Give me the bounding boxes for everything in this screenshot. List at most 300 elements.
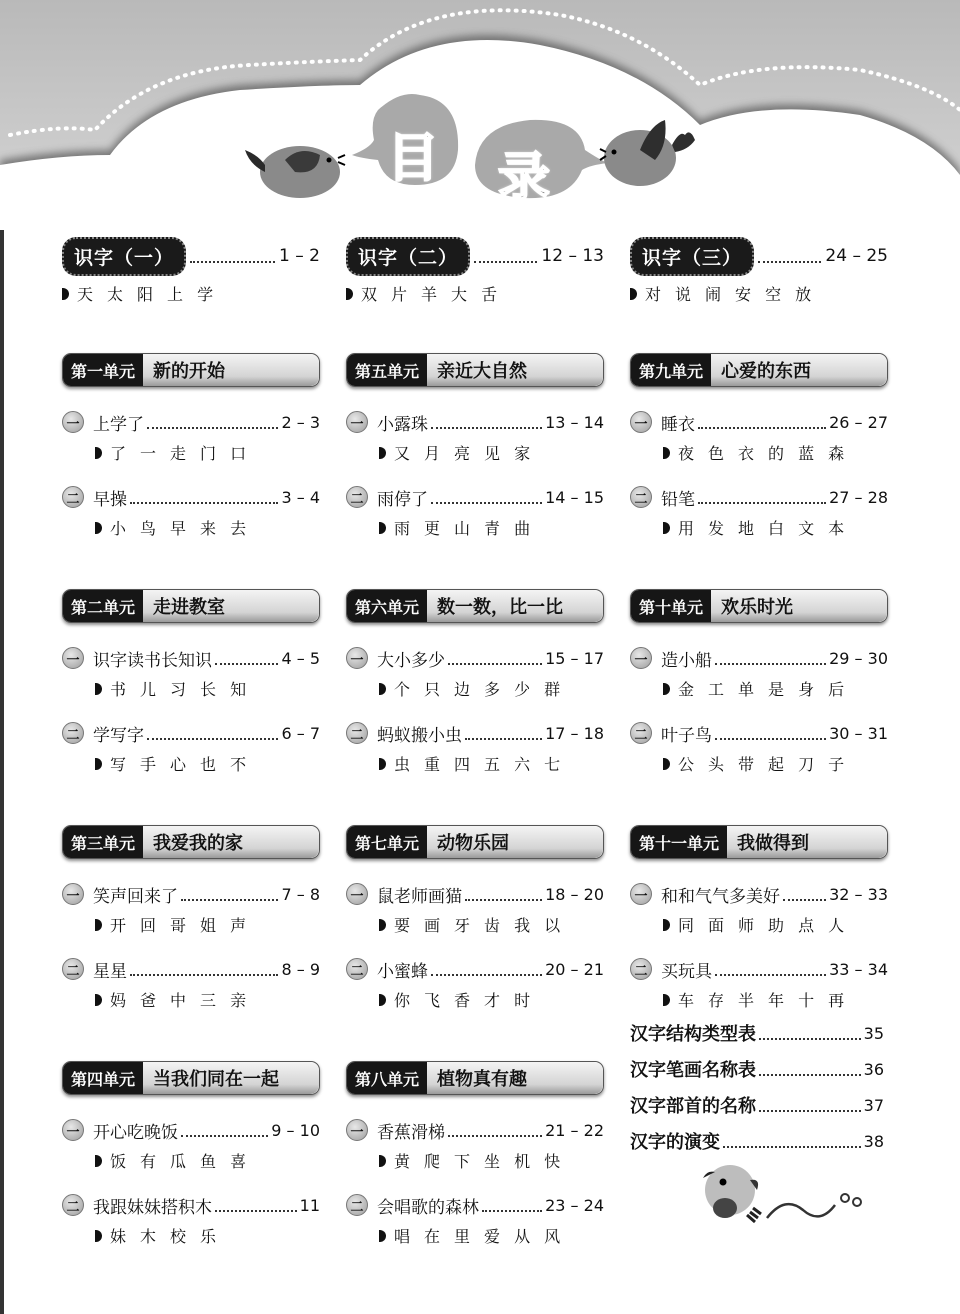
bullet-arrow-icon (663, 919, 670, 931)
lesson-entry[interactable] (630, 645, 888, 700)
lesson-number-badge: 一 (346, 1119, 368, 1141)
unit-banner[interactable] (62, 825, 320, 859)
character: 不 (230, 755, 261, 774)
bullet-arrow-icon (379, 1230, 386, 1242)
unit-title: 数一数，比一比 (427, 590, 603, 622)
character: 只 (424, 680, 455, 699)
character: 青 (484, 519, 515, 538)
character: 家 (514, 444, 545, 463)
character: 三 (200, 991, 231, 1010)
lesson-entry[interactable] (630, 409, 888, 464)
lesson-title: 蚂蚁搬小虫 (377, 725, 462, 746)
lesson-entry[interactable] (346, 409, 604, 464)
unit-banner[interactable] (346, 1061, 604, 1095)
character: 蓝 (798, 444, 829, 463)
new-characters (630, 282, 888, 305)
lesson-title: 早操 (93, 489, 127, 510)
lesson-title: 雨停了 (377, 489, 428, 510)
lesson-number-badge: 二 (346, 486, 368, 508)
page-range: 1 – 2 (279, 246, 320, 266)
bullet-arrow-icon (630, 288, 637, 300)
character: 舌 (481, 285, 512, 304)
character: 学 (197, 285, 228, 304)
lesson-row (62, 1117, 320, 1143)
character: 写 (110, 755, 141, 774)
character: 早 (170, 519, 201, 538)
appendix-title: 汉字部首的名称 (630, 1096, 756, 1117)
character: 以 (544, 916, 575, 935)
character: 风 (544, 1227, 575, 1246)
character: 五 (484, 755, 515, 774)
unit-banner[interactable] (62, 1061, 320, 1095)
leader-dots (698, 415, 826, 429)
lesson-title: 笑声回来了 (93, 886, 178, 907)
lesson-row (346, 645, 604, 671)
character: 人 (828, 916, 859, 935)
unit-number: 第七单元 (347, 826, 427, 858)
lesson-title: 小蜜蜂 (377, 961, 428, 982)
character: 黄 (394, 1152, 425, 1171)
new-characters (346, 1224, 604, 1247)
bullet-arrow-icon (663, 683, 670, 695)
literacy-title: 识字（一） (62, 237, 186, 276)
page-range: 18 – 20 (545, 884, 604, 904)
character: 爸 (140, 991, 171, 1010)
unit-number: 第四单元 (63, 1062, 143, 1094)
character: 说 (675, 285, 706, 304)
character: 亮 (454, 444, 485, 463)
leader-dots (147, 726, 278, 740)
lesson-entry[interactable] (62, 720, 320, 775)
leader-dots (715, 962, 826, 976)
character: 开 (110, 916, 141, 935)
character: 放 (795, 285, 826, 304)
leader-dots (448, 1123, 542, 1137)
character: 也 (200, 755, 231, 774)
page-range: 21 – 22 (545, 1120, 604, 1140)
character: 多 (484, 680, 515, 699)
lesson-entry[interactable] (346, 881, 604, 936)
bullet-arrow-icon (346, 288, 353, 300)
lesson-row (346, 409, 604, 435)
character: 乐 (200, 1227, 231, 1246)
leader-dots (715, 651, 826, 665)
lesson-number-badge: 一 (346, 883, 368, 905)
bullet-arrow-icon (379, 919, 386, 931)
lesson-number-badge: 一 (62, 411, 84, 433)
leader-dots (723, 1134, 861, 1148)
leader-dots (181, 887, 278, 901)
lesson-number-badge: 二 (346, 958, 368, 980)
unit-number: 第三单元 (63, 826, 143, 858)
character: 金 (678, 680, 709, 699)
unit-title: 欢乐时光 (711, 590, 887, 622)
toc-column-2 (346, 238, 604, 1247)
unit-title: 新的开始 (143, 354, 319, 386)
lesson-entry[interactable] (62, 1117, 320, 1172)
character: 从 (514, 1227, 545, 1246)
character: 夜 (678, 444, 709, 463)
new-characters (346, 677, 604, 700)
literacy-title: 识字（三） (630, 237, 754, 276)
bullet-arrow-icon (379, 994, 386, 1006)
leader-dots (215, 1198, 297, 1212)
toc-column-1 (62, 238, 320, 1247)
character: 妹 (110, 1227, 141, 1246)
appendix-item[interactable] (630, 1051, 884, 1087)
page-range: 2 – 3 (281, 412, 320, 432)
lesson-title: 星星 (93, 961, 127, 982)
character: 去 (230, 519, 261, 538)
title-char-lu: 录 (498, 148, 551, 208)
unit-banner[interactable] (346, 353, 604, 387)
lesson-row (630, 720, 888, 746)
literacy-title: 识字（二） (346, 237, 470, 276)
character: 月 (424, 444, 455, 463)
appendix-item[interactable] (630, 1123, 884, 1159)
unit-banner[interactable] (630, 825, 888, 859)
leader-dots (759, 1026, 861, 1040)
character: 里 (454, 1227, 485, 1246)
character: 大 (451, 285, 482, 304)
lesson-number-badge: 一 (630, 883, 652, 905)
character: 我 (514, 916, 545, 935)
leader-dots (482, 1198, 542, 1212)
page-range: 14 – 15 (545, 487, 604, 507)
bullet-arrow-icon (379, 522, 386, 534)
lesson-entry[interactable] (630, 956, 888, 1011)
character: 习 (170, 680, 201, 699)
bullet-arrow-icon (379, 447, 386, 459)
bullet-arrow-icon (95, 994, 102, 1006)
unit-banner[interactable] (62, 589, 320, 623)
lesson-title: 造小船 (661, 650, 712, 671)
leader-dots (465, 887, 542, 901)
character: 才 (484, 991, 515, 1010)
title-char-mu: 目 (387, 129, 440, 189)
page-range: 4 – 5 (281, 648, 320, 668)
page-range: 17 – 18 (545, 723, 604, 743)
page-range: 29 – 30 (829, 648, 888, 668)
character: 坐 (484, 1152, 515, 1171)
character: 安 (735, 285, 766, 304)
page-range: 15 – 17 (545, 648, 604, 668)
new-characters (62, 441, 320, 464)
lesson-row (62, 881, 320, 907)
new-characters (62, 282, 320, 305)
leader-dots (783, 887, 826, 901)
character: 书 (110, 680, 141, 699)
lesson-entry[interactable] (630, 484, 888, 539)
leader-dots (190, 249, 275, 263)
lesson-number-badge: 二 (346, 722, 368, 744)
character: 后 (828, 680, 859, 699)
character: 山 (454, 519, 485, 538)
character: 师 (738, 916, 769, 935)
character: 森 (828, 444, 859, 463)
page-range: 33 – 34 (829, 959, 888, 979)
lesson-number-badge: 二 (346, 1194, 368, 1216)
character: 心 (170, 755, 201, 774)
unit-banner[interactable] (630, 353, 888, 387)
character: 半 (738, 991, 769, 1010)
character: 要 (394, 916, 425, 935)
character: 在 (424, 1227, 455, 1246)
unit-number: 第五单元 (347, 354, 427, 386)
cloud-banner-illustration (0, 0, 960, 230)
character: 白 (768, 519, 799, 538)
character: 儿 (140, 680, 171, 699)
character: 衣 (738, 444, 769, 463)
character: 你 (394, 991, 425, 1010)
lesson-title: 铅笔 (661, 489, 695, 510)
lesson-title: 叶子鸟 (661, 725, 712, 746)
literacy-section[interactable] (346, 238, 604, 274)
lesson-number-badge: 一 (346, 647, 368, 669)
lesson-row (62, 720, 320, 746)
character: 地 (738, 519, 769, 538)
bullet-arrow-icon (663, 994, 670, 1006)
new-characters (346, 752, 604, 775)
appendix-item[interactable] (630, 1087, 884, 1123)
character: 个 (394, 680, 425, 699)
new-characters (62, 1149, 320, 1172)
character: 长 (200, 680, 231, 699)
unit-number: 第二单元 (63, 590, 143, 622)
lesson-row (630, 484, 888, 510)
unit-title: 当我们同在一起 (143, 1062, 319, 1094)
character: 本 (828, 519, 859, 538)
footer-bird-icon (695, 1160, 870, 1230)
unit-number: 第八单元 (347, 1062, 427, 1094)
character: 年 (768, 991, 799, 1010)
lesson-title: 开心吃晚饭 (93, 1122, 178, 1143)
character: 时 (514, 991, 545, 1010)
character: 来 (200, 519, 231, 538)
character: 的 (768, 444, 799, 463)
character: 妈 (110, 991, 141, 1010)
character: 曲 (514, 519, 545, 538)
character: 下 (454, 1152, 485, 1171)
unit-title: 我爱我的家 (143, 826, 319, 858)
lesson-number-badge: 一 (62, 883, 84, 905)
character: 喜 (230, 1152, 261, 1171)
character: 木 (140, 1227, 171, 1246)
unit-banner[interactable] (346, 589, 604, 623)
leader-dots (465, 726, 542, 740)
character: 空 (765, 285, 796, 304)
lesson-entry[interactable] (62, 645, 320, 700)
lesson-row (62, 1192, 320, 1218)
bullet-arrow-icon (95, 758, 102, 770)
new-characters (630, 988, 888, 1011)
character: 走 (170, 444, 201, 463)
page-number: 37 (863, 1095, 884, 1115)
character: 中 (170, 991, 201, 1010)
unit-number: 第六单元 (347, 590, 427, 622)
lesson-entry[interactable] (62, 484, 320, 539)
leader-dots (181, 1123, 268, 1137)
character: 上 (167, 285, 198, 304)
unit-title: 动物乐园 (427, 826, 603, 858)
character: 单 (738, 680, 769, 699)
character: 又 (394, 444, 425, 463)
lesson-title: 鼠老师画猫 (377, 886, 462, 907)
leader-dots (448, 651, 542, 665)
lesson-number-badge: 二 (62, 1194, 84, 1216)
unit-number: 第九单元 (631, 354, 711, 386)
lesson-number-badge: 二 (62, 486, 84, 508)
character: 门 (200, 444, 231, 463)
character: 群 (544, 680, 575, 699)
lesson-title: 睡衣 (661, 414, 695, 435)
page-range: 27 – 28 (829, 487, 888, 507)
unit-number: 第一单元 (63, 354, 143, 386)
unit-title: 植物真有趣 (427, 1062, 603, 1094)
lesson-row (62, 484, 320, 510)
character: 了 (110, 444, 141, 463)
lesson-number-badge: 二 (630, 958, 652, 980)
unit-banner[interactable] (346, 825, 604, 859)
lesson-entry[interactable] (346, 645, 604, 700)
appendix-item[interactable] (630, 1015, 884, 1051)
lesson-entry[interactable] (346, 484, 604, 539)
character: 双 (361, 285, 392, 304)
character: 七 (544, 755, 575, 774)
new-characters (630, 752, 888, 775)
appendix-list (630, 1015, 884, 1159)
leader-dots (130, 490, 278, 504)
page-number: 36 (863, 1059, 884, 1079)
page-range: 20 – 21 (545, 959, 604, 979)
lesson-entry[interactable] (62, 1192, 320, 1247)
new-characters (346, 282, 604, 305)
character: 快 (544, 1152, 575, 1171)
lesson-entry[interactable] (630, 881, 888, 936)
unit-banner[interactable] (630, 589, 888, 623)
lesson-row (630, 956, 888, 982)
character: 公 (678, 755, 709, 774)
lesson-title: 识字读书长知识 (93, 650, 212, 671)
lesson-entry[interactable] (346, 1117, 604, 1172)
lesson-row (346, 1192, 604, 1218)
character: 刀 (798, 755, 829, 774)
lesson-title: 上学了 (93, 414, 144, 435)
literacy-section[interactable] (62, 238, 320, 274)
leader-dots (147, 415, 278, 429)
character: 声 (230, 916, 261, 935)
character: 是 (768, 680, 799, 699)
character: 点 (798, 916, 829, 935)
lesson-row (62, 956, 320, 982)
leader-dots (431, 490, 542, 504)
lesson-title: 香蕉滑梯 (377, 1122, 445, 1143)
page-range: 9 – 10 (271, 1120, 320, 1140)
new-characters (62, 1224, 320, 1247)
bullet-arrow-icon (95, 919, 102, 931)
leader-dots (715, 726, 826, 740)
character: 边 (454, 680, 485, 699)
lesson-entry[interactable] (62, 409, 320, 464)
page-range: 13 – 14 (545, 412, 604, 432)
lesson-title: 会唱歌的森林 (377, 1197, 479, 1218)
lesson-row (346, 720, 604, 746)
character: 小 (110, 519, 141, 538)
lesson-title: 大小多少 (377, 650, 445, 671)
lesson-row (346, 484, 604, 510)
lesson-entry[interactable] (62, 956, 320, 1011)
page-range: 3 – 4 (281, 487, 320, 507)
lesson-entry[interactable] (62, 881, 320, 936)
character: 更 (424, 519, 455, 538)
leader-dots (759, 1098, 861, 1112)
character: 一 (140, 444, 171, 463)
lesson-entry[interactable] (346, 1192, 604, 1247)
leader-dots (758, 249, 821, 263)
character: 十 (798, 991, 829, 1010)
lesson-entry[interactable] (346, 956, 604, 1011)
character: 机 (514, 1152, 545, 1171)
unit-banner[interactable] (62, 353, 320, 387)
bullet-arrow-icon (663, 522, 670, 534)
character: 饭 (110, 1152, 141, 1171)
bullet-arrow-icon (95, 1155, 102, 1167)
lesson-entry[interactable] (346, 720, 604, 775)
character: 片 (391, 285, 422, 304)
character: 香 (454, 991, 485, 1010)
character: 闹 (705, 285, 736, 304)
leader-dots (698, 490, 826, 504)
character: 手 (140, 755, 171, 774)
lesson-row (630, 409, 888, 435)
character: 虫 (394, 755, 425, 774)
lesson-number-badge: 一 (62, 647, 84, 669)
lesson-number-badge: 一 (346, 411, 368, 433)
bullet-arrow-icon (379, 683, 386, 695)
toc-column-3 (630, 238, 888, 1011)
lesson-title: 学写字 (93, 725, 144, 746)
character: 爬 (424, 1152, 455, 1171)
new-characters (346, 1149, 604, 1172)
lesson-entry[interactable] (630, 720, 888, 775)
character: 发 (708, 519, 739, 538)
character: 对 (645, 285, 676, 304)
character: 画 (424, 916, 455, 935)
character: 齿 (484, 916, 515, 935)
leader-dots (215, 651, 278, 665)
character: 天 (77, 285, 108, 304)
character: 头 (708, 755, 739, 774)
character: 爱 (484, 1227, 515, 1246)
literacy-section[interactable] (630, 238, 888, 274)
bullet-arrow-icon (95, 447, 102, 459)
lesson-row (630, 645, 888, 671)
leader-dots (431, 962, 542, 976)
character: 用 (678, 519, 709, 538)
character: 再 (828, 991, 859, 1010)
new-characters (62, 988, 320, 1011)
character: 口 (230, 444, 261, 463)
page-range: 32 – 33 (829, 884, 888, 904)
appendix-title: 汉字结构类型表 (630, 1024, 756, 1045)
page-range: 11 (299, 1195, 320, 1215)
bullet-arrow-icon (62, 288, 69, 300)
character: 阳 (137, 285, 168, 304)
character: 工 (708, 680, 739, 699)
character: 同 (678, 916, 709, 935)
unit-title: 走进教室 (143, 590, 319, 622)
bullet-arrow-icon (95, 522, 102, 534)
